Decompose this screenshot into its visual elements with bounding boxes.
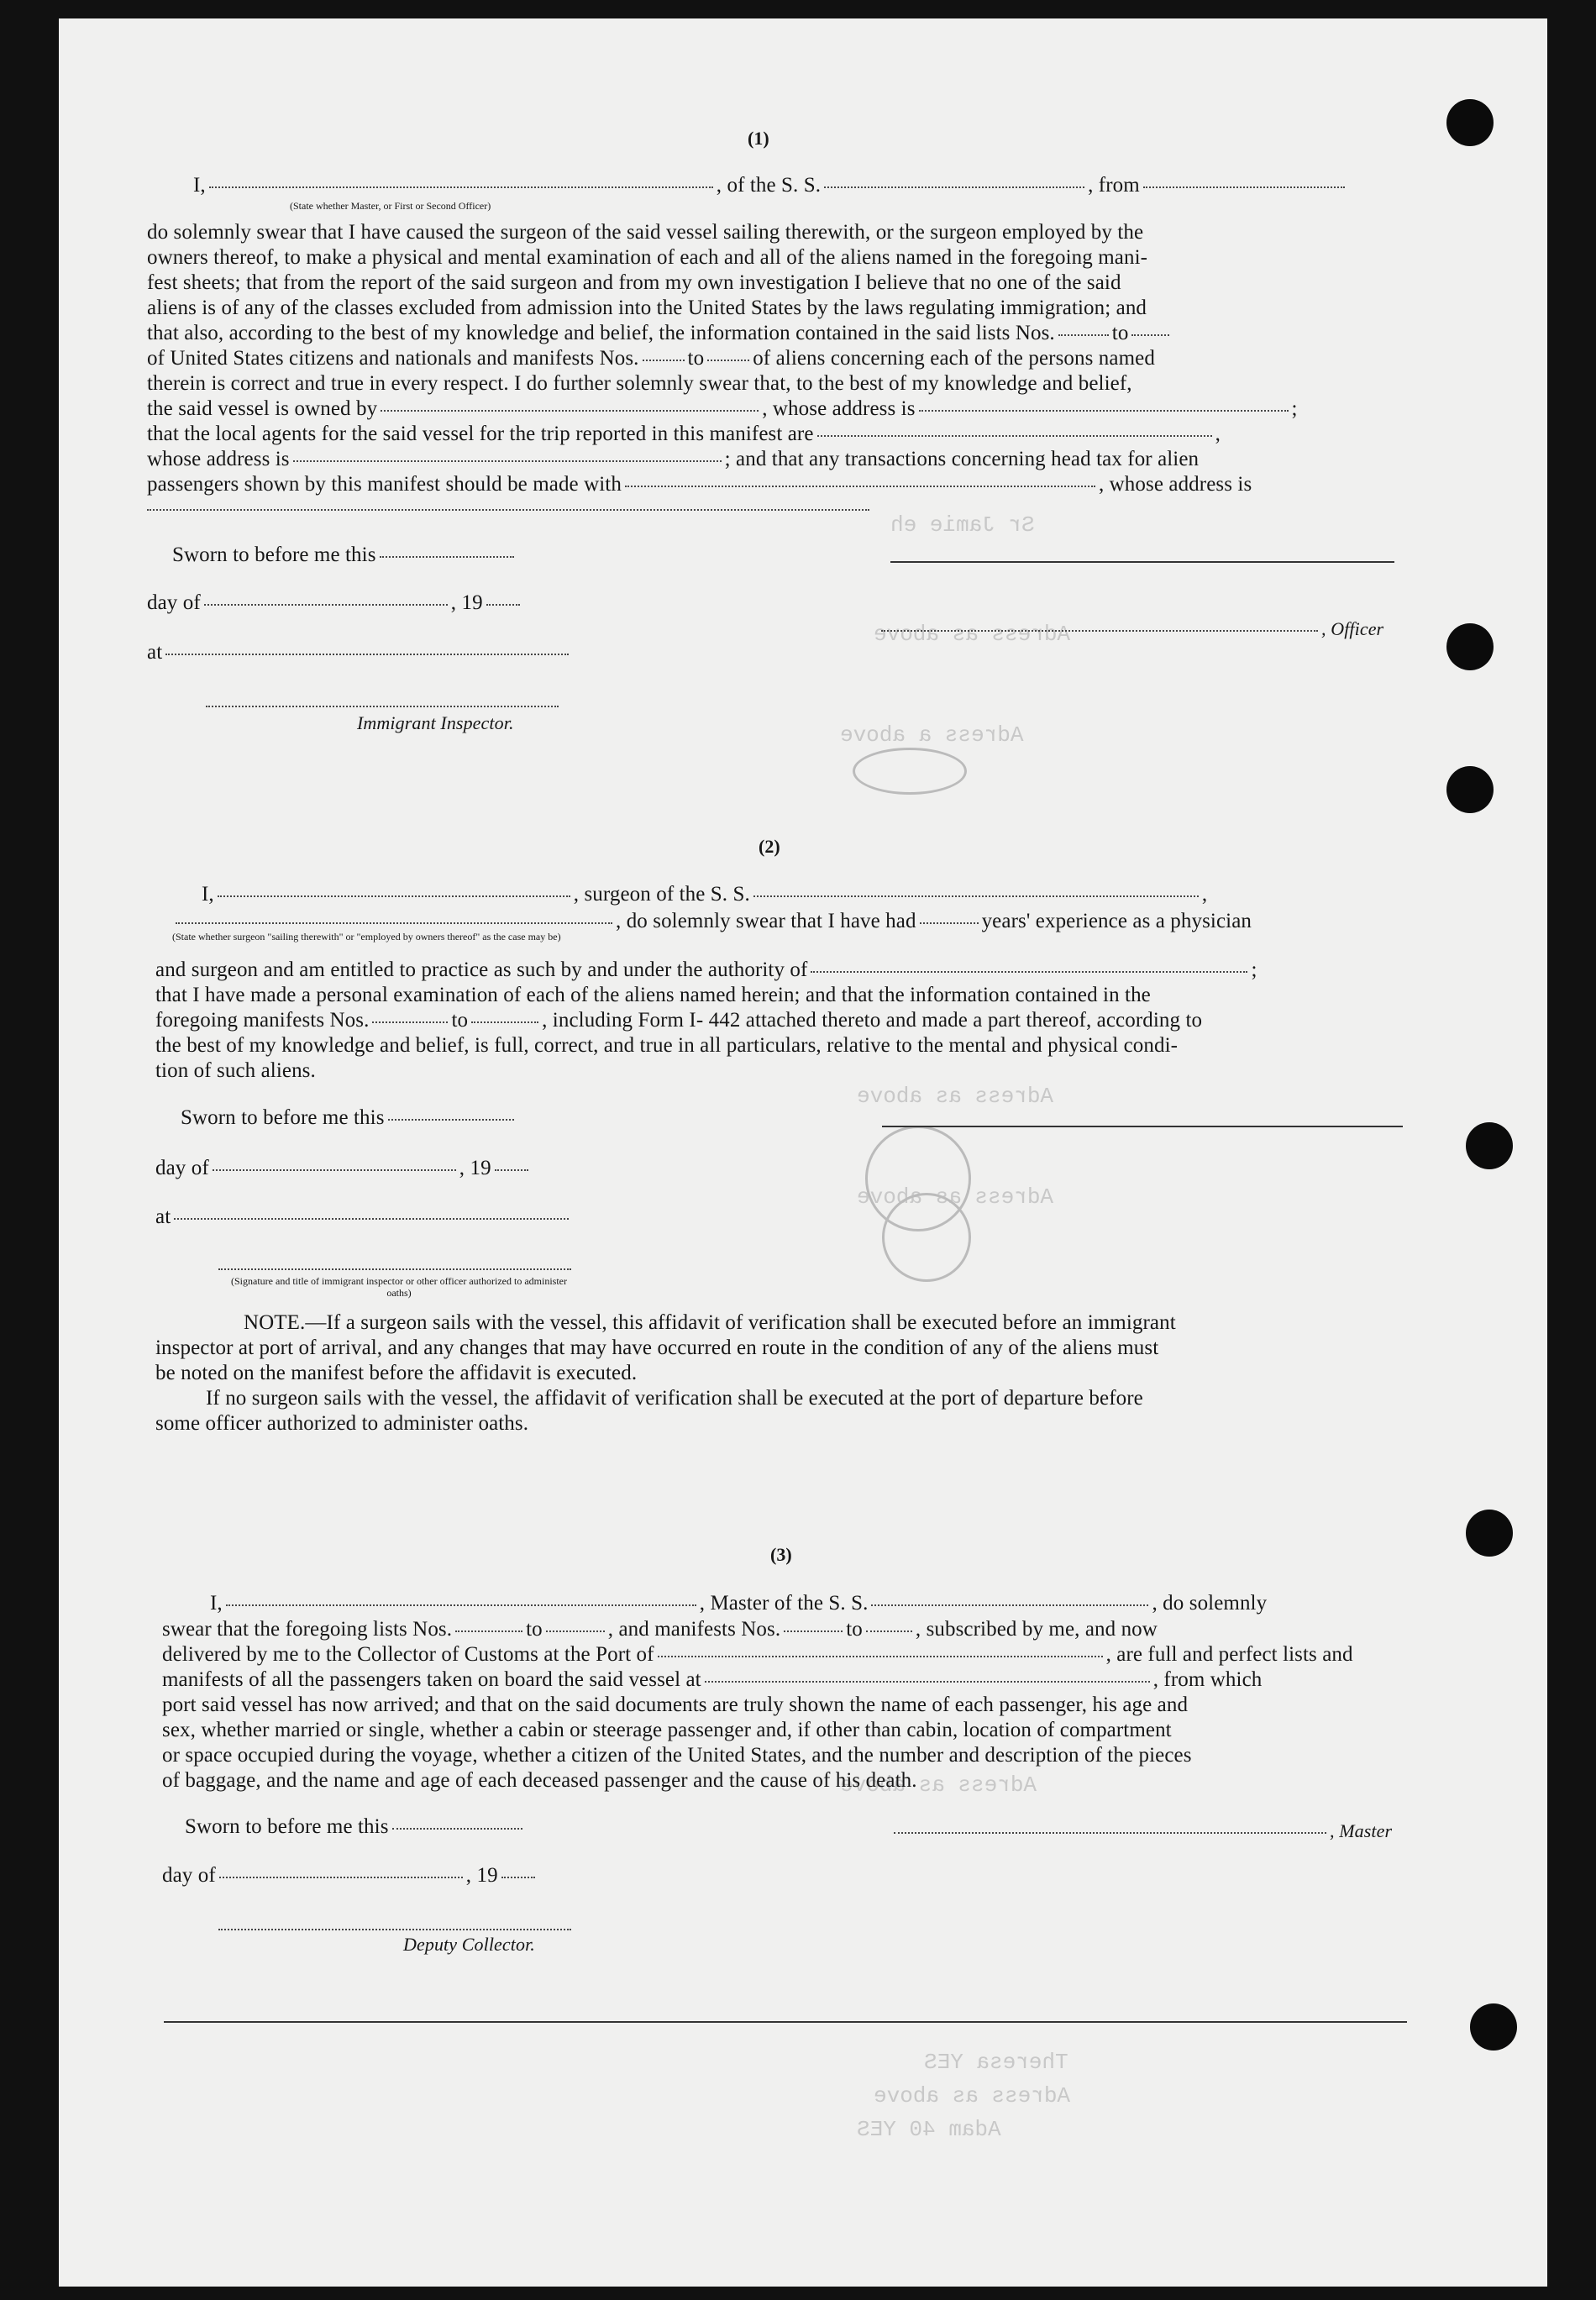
note-line: some officer authorized to administer oaths. <box>155 1412 529 1435</box>
body-line: that the local agents for the said vessel for the trip reported in this manifest are , <box>147 423 1221 445</box>
body-line: of baggage, and the name and age of each deceased passenger and the cause of his death. <box>162 1769 917 1792</box>
at-line-2: at <box>155 1205 572 1230</box>
body-line: tion of such aliens. <box>155 1059 316 1082</box>
body-line: whose address is ; and that any transactions concerning head tax for alien <box>147 448 1200 470</box>
day-of-line-1: day of , 19 <box>147 591 523 616</box>
section-1-number: (1) <box>748 128 769 149</box>
body-line: manifests of all the passengers taken on board the said vessel at , from which <box>162 1668 1263 1691</box>
body-line: or space occupied during the voyage, whether a citizen of the United States, and the number and description of the pieces <box>162 1744 1192 1767</box>
body-line: delivered by me to the Collector of Customs at the Port of , are full and perfect lists and <box>162 1643 1353 1666</box>
body-line: the said vessel is owned by , whose address is ; <box>147 397 1298 420</box>
punch-hole <box>1466 1510 1513 1557</box>
note-line: inspector at port of arrival, and any changes that may have occurred en route in the condition of any of the aliens must <box>155 1336 1159 1359</box>
note-line: be noted on the manifest before the affidavit is executed. <box>155 1362 638 1384</box>
section-2-second-line: , do solemnly swear that I have had years' experience as a physician <box>172 909 1252 934</box>
note-line: NOTE.—If a surgeon sails with the vessel, this affidavit of verification shall be executed before an immigrant <box>244 1311 1176 1334</box>
note-line: If no surgeon sails with the vessel, the affidavit of verification shall be executed at the port of departure before <box>206 1387 1143 1410</box>
section-3-opening-line: I, , Master of the S. S. , do solemnly <box>210 1592 1268 1615</box>
body-line: of United States citizens and nationals and manifests Nos. to of aliens concerning each of the persons named <box>147 347 1155 370</box>
body-line: and surgeon and am entitled to practice as such by and under the authority of ; <box>155 958 1257 981</box>
day-of-line-2: day of , 19 <box>155 1156 532 1181</box>
body-line: swear that the foregoing lists Nos. to , and manifests Nos. to , subscribed by me, and now <box>162 1618 1158 1641</box>
surgeon-note: (State whether surgeon "sailing therewith" or "employed by owners thereof" as the case may be) <box>172 931 561 943</box>
body-line: foregoing manifests Nos. to , including Form I- 442 attached thereto and made a part thereof, according to <box>155 1009 1203 1032</box>
body-line: that I have made a personal examination of each of the aliens named herein; and that the information contained in the <box>155 984 1151 1006</box>
sworn-line-3: Sworn to before me this <box>185 1814 526 1840</box>
at-line-1: at <box>147 640 572 665</box>
section-3-number: (3) <box>770 1544 792 1565</box>
body-line: fest sheets; that from the report of the said surgeon and from my own investigation I believe that no one of the said <box>147 271 1121 294</box>
day-of-line-3: day of , 19 <box>162 1863 538 1888</box>
punch-hole <box>1446 623 1494 670</box>
officer-signature-line: , Officer <box>878 617 1383 642</box>
body-line: the best of my knowledge and belief, is full, correct, and true in all particulars, relative to the mental and physical condi- <box>155 1034 1179 1057</box>
body-line: that also, according to the best of my knowledge and belief, the information contained in the said lists Nos. to <box>147 321 1173 346</box>
master-signature-line: , Master <box>890 1819 1392 1844</box>
body-line: owners thereof, to make a physical and mental examination of each and all of the aliens named in the foregoing mani- <box>147 246 1148 269</box>
sworn-line-2: Sworn to before me this <box>181 1105 517 1131</box>
sworn-line-1: Sworn to before me this <box>172 543 517 568</box>
body-line: aliens is of any of the classes excluded from admission into the United States by the laws regulating immigration; and <box>147 297 1147 319</box>
body-line: do solemnly swear that I have caused the surgeon of the said vessel sailing therewith, or the surgeon employed by the <box>147 221 1144 244</box>
section-2-opening-line: I, , surgeon of the S. S. , <box>202 883 1208 906</box>
section-1-opening-line: I, , of the S. S. , from <box>193 173 1348 198</box>
body-line: therein is correct and true in every respect. I do further solemnly swear that, to the best of my knowledge and belief, <box>147 372 1132 395</box>
immigrant-inspector-label: Immigrant Inspector. <box>357 712 514 733</box>
punch-hole <box>1446 766 1494 813</box>
punch-hole <box>1470 2003 1517 2051</box>
body-line: port said vessel has now arrived; and that on the said documents are truly shown the name of each passenger, his age and <box>162 1693 1189 1716</box>
punch-hole <box>1446 99 1494 146</box>
signature-note: (Signature and title of immigrant inspector or other officer authorized to administer oaths) <box>231 1275 567 1299</box>
deputy-collector-label: Deputy Collector. <box>403 1934 535 1955</box>
body-line: passengers shown by this manifest should be made with , whose address is <box>147 473 1252 496</box>
body-line: sex, whether married or single, whether a cabin or steerage passenger and, if other than cabin, location of compartment <box>162 1719 1172 1741</box>
section-2-number: (2) <box>759 836 780 857</box>
officer-note: (State whether Master, or First or Second Officer) <box>290 200 491 212</box>
punch-hole <box>1466 1122 1513 1169</box>
